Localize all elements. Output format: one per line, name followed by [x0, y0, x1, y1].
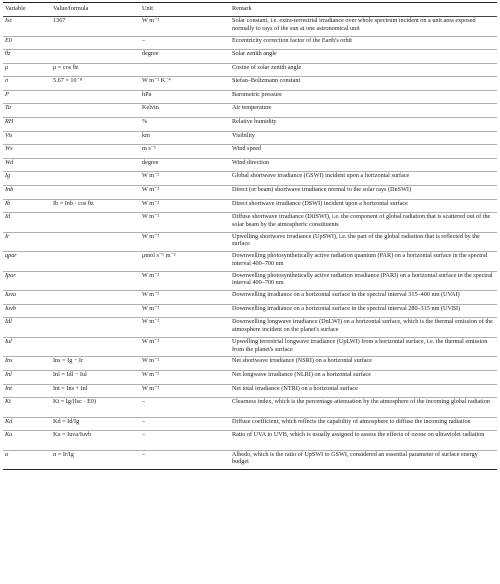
remark-cell: Wind speed	[230, 145, 497, 159]
remark-cell: Downwelling photosynthetically active radiation irradiance (PARI) on a horizontal surface in the spectral interval 400–700 nm	[230, 271, 497, 291]
remark-cell: Albedo, which is the ratio of UpSWI to GSWI, considered an essential parameter of surface energy budget	[230, 450, 497, 470]
unit-cell: Kelvin	[140, 104, 230, 118]
remark-cell: Direct (or beam) shortwave irradiance normal to the solar rays (DnSWI)	[230, 186, 497, 200]
unit-cell: %	[140, 118, 230, 132]
table-header	[3, 3, 497, 17]
var-cell: RH	[3, 118, 51, 132]
var-cell: Int	[3, 384, 51, 398]
unit-cell: W m⁻²	[140, 337, 230, 357]
var-cell: Ib	[3, 199, 51, 213]
remark-cell: Net longwave irradiance (NLRI) on a horizontal surface	[230, 371, 497, 385]
var-cell: Iuvb	[3, 304, 51, 318]
remark-cell: Wind direction	[230, 158, 497, 172]
unit-cell: m s⁻¹	[140, 145, 230, 159]
var-cell: P	[3, 90, 51, 104]
unit-cell: W m⁻²	[140, 304, 230, 318]
remark-cell: Cosine of solar zenith angle	[230, 63, 497, 77]
unit-cell: –	[140, 398, 230, 418]
var-cell: Iuva	[3, 291, 51, 305]
value-formula-cell	[51, 271, 140, 291]
value-formula-cell	[51, 90, 140, 104]
table-row	[3, 104, 497, 118]
remark-cell: Net shortwave irradiance (NSRI) on a horizontal surface	[230, 357, 497, 371]
value-formula-cell	[51, 50, 140, 64]
table-row	[3, 118, 497, 132]
remark-cell: Upwelling shortwave irradiance (UpSWI), i.e. the part of the global radiation that is reflected by the surface	[230, 232, 497, 252]
header-remark: Remark	[230, 3, 497, 17]
value-formula-cell	[51, 232, 140, 252]
unit-cell: μmol s⁻¹ m⁻²	[140, 252, 230, 272]
unit-cell: –	[140, 431, 230, 451]
table-row	[3, 232, 497, 252]
value-formula-cell: 1367	[51, 17, 140, 37]
unit-cell: W m⁻²	[140, 199, 230, 213]
value-formula-cell: α = Ir/Ig	[51, 450, 140, 470]
table-row	[3, 450, 497, 470]
table-row	[3, 186, 497, 200]
unit-cell: hPa	[140, 90, 230, 104]
table-row	[3, 431, 497, 451]
value-formula-cell: Kd = Id/Ig	[51, 417, 140, 431]
var-cell: Ins	[3, 357, 51, 371]
value-formula-cell	[51, 131, 140, 145]
table-row	[3, 90, 497, 104]
remark-cell: Eccentricity correction factor of the Earth's orbit	[230, 36, 497, 50]
var-cell: Kd	[3, 417, 51, 431]
remark-cell: Solar zenith angle	[230, 50, 497, 64]
table-row	[3, 357, 497, 371]
table-row	[3, 50, 497, 64]
table-row	[3, 77, 497, 91]
table-row	[3, 63, 497, 77]
unit-cell: –	[140, 417, 230, 431]
unit-cell: –	[140, 36, 230, 50]
table-row	[3, 318, 497, 338]
value-formula-cell	[51, 172, 140, 186]
unit-cell: W m⁻²	[140, 232, 230, 252]
value-formula-cell: Kt = Ig/(Isc · E0)	[51, 398, 140, 418]
remark-cell: Diffuse coefficient, which reflects the capability of atmosphere to diffuse the incoming radiation	[230, 417, 497, 431]
remark-cell: Downwelling longwave irradiance (DnLWI) on a horizontal surface, which is the thermal emission of the atmosphere incident on the planet's surface	[230, 318, 497, 338]
var-cell: Ku	[3, 431, 51, 451]
value-formula-cell: 5.67 × 10⁻⁸	[51, 77, 140, 91]
var-cell: Isc	[3, 17, 51, 37]
unit-cell: –	[140, 450, 230, 470]
table-row	[3, 145, 497, 159]
unit-cell: degree	[140, 50, 230, 64]
value-formula-cell	[51, 186, 140, 200]
unit-cell: km	[140, 131, 230, 145]
value-formula-cell	[51, 118, 140, 132]
value-formula-cell: Int = Ins + Inl	[51, 384, 140, 398]
var-cell: Ipar	[3, 271, 51, 291]
value-formula-cell	[51, 304, 140, 318]
value-formula-cell	[51, 337, 140, 357]
table-row	[3, 304, 497, 318]
remark-cell: Clearness index, which is the percentage attenuation by the atmosphere of the incoming global radiation	[230, 398, 497, 418]
value-formula-cell	[51, 252, 140, 272]
table-body	[3, 17, 497, 470]
unit-cell: W m⁻² K⁻⁴	[140, 77, 230, 91]
unit-cell: W m⁻²	[140, 186, 230, 200]
var-cell: E0	[3, 36, 51, 50]
remark-cell: Upwelling terrestrial longwave irradiance (UpLWI) from a horizontal surface, i.e. the thermal emission from the planet's surface	[230, 337, 497, 357]
var-cell: Id	[3, 213, 51, 233]
var-cell: μ	[3, 63, 51, 77]
remark-cell: Downwelling photosynthetically active radiation quantum (PAR) on a horizontal surface in the spectral interval 400–700 nm	[230, 252, 497, 272]
value-formula-cell	[51, 213, 140, 233]
remark-cell: Air temperature	[230, 104, 497, 118]
var-cell: σ	[3, 77, 51, 91]
value-formula-cell: μ = cos θz	[51, 63, 140, 77]
unit-cell: W m⁻²	[140, 318, 230, 338]
remark-cell: Downwelling irradiance on a horizontal surface in the spectral interval 280–315 nm (UVBI)	[230, 304, 497, 318]
table-row	[3, 337, 497, 357]
header-row	[3, 3, 497, 17]
var-cell: Wd	[3, 158, 51, 172]
remark-cell: Relative humidity	[230, 118, 497, 132]
table-row	[3, 291, 497, 305]
table-row	[3, 17, 497, 37]
header-value-formula: Value/formula	[51, 3, 140, 17]
unit-cell: degree	[140, 158, 230, 172]
value-formula-cell	[51, 145, 140, 159]
var-cell: Iul	[3, 337, 51, 357]
unit-cell: W m⁻²	[140, 371, 230, 385]
header-variable: Variable	[3, 3, 51, 17]
value-formula-cell: Ins = Ig − Ir	[51, 357, 140, 371]
table-row	[3, 417, 497, 431]
unit-cell: W m⁻²	[140, 172, 230, 186]
var-cell: Ir	[3, 232, 51, 252]
value-formula-cell	[51, 291, 140, 305]
unit-cell: W m⁻²	[140, 357, 230, 371]
value-formula-cell	[51, 104, 140, 118]
table-row	[3, 172, 497, 186]
table-row	[3, 158, 497, 172]
unit-cell: W m⁻²	[140, 17, 230, 37]
var-cell: qpar	[3, 252, 51, 272]
remark-cell: Diffuse shortwave irradiance (DifSWI), i.e. the component of global radiation that is scattered out of the solar beam by the atmospheric constituents	[230, 213, 497, 233]
table-row	[3, 371, 497, 385]
unit-cell: W m⁻²	[140, 291, 230, 305]
value-formula-cell: Inl = Idl − Iul	[51, 371, 140, 385]
table-row	[3, 398, 497, 418]
table-row	[3, 384, 497, 398]
variables-table	[3, 2, 497, 470]
remark-cell: Stefan–Boltzmann constant	[230, 77, 497, 91]
value-formula-cell: Ku = Iuva/Iuvb	[51, 431, 140, 451]
remark-cell: Barometric pressure	[230, 90, 497, 104]
remark-cell: Visibility	[230, 131, 497, 145]
value-formula-cell: Ib = Inb · cos θz	[51, 199, 140, 213]
table-row	[3, 131, 497, 145]
header-unit: Unit	[140, 3, 230, 17]
table-row	[3, 36, 497, 50]
unit-cell: W m⁻²	[140, 384, 230, 398]
table-row	[3, 199, 497, 213]
var-cell: α	[3, 450, 51, 470]
var-cell: Ta	[3, 104, 51, 118]
remark-cell: Direct shortwave irradiance (DSWI) incident upon a horizontal surface	[230, 199, 497, 213]
value-formula-cell	[51, 36, 140, 50]
var-cell: Kt	[3, 398, 51, 418]
table-row	[3, 252, 497, 272]
unit-cell: W m⁻²	[140, 271, 230, 291]
table-row	[3, 271, 497, 291]
remark-cell: Solar constant, i.e. extra-terrestrial irradiance over whole spectrum incident on a unit area exposed normally to rays of the sun at one astronomical unit	[230, 17, 497, 37]
unit-cell	[140, 63, 230, 77]
var-cell: Ws	[3, 145, 51, 159]
table-row	[3, 213, 497, 233]
value-formula-cell	[51, 318, 140, 338]
var-cell: Idl	[3, 318, 51, 338]
remark-cell: Net total irradiance (NTRI) on a horizontal surface	[230, 384, 497, 398]
var-cell: Inb	[3, 186, 51, 200]
var-cell: Vis	[3, 131, 51, 145]
var-cell: θz	[3, 50, 51, 64]
value-formula-cell	[51, 158, 140, 172]
remark-cell: Ratio of UVA to UVB, which is usually assigned to assess the effects of ozone on ultraviolet radiation	[230, 431, 497, 451]
var-cell: Ig	[3, 172, 51, 186]
unit-cell: W m⁻²	[140, 213, 230, 233]
remark-cell: Downwelling irradiance on a horizontal surface in the spectral interval 315–400 nm (UVAI)	[230, 291, 497, 305]
remark-cell: Global shortwave irradiance (GSWI) incident upon a horizontal surface	[230, 172, 497, 186]
var-cell: Inl	[3, 371, 51, 385]
